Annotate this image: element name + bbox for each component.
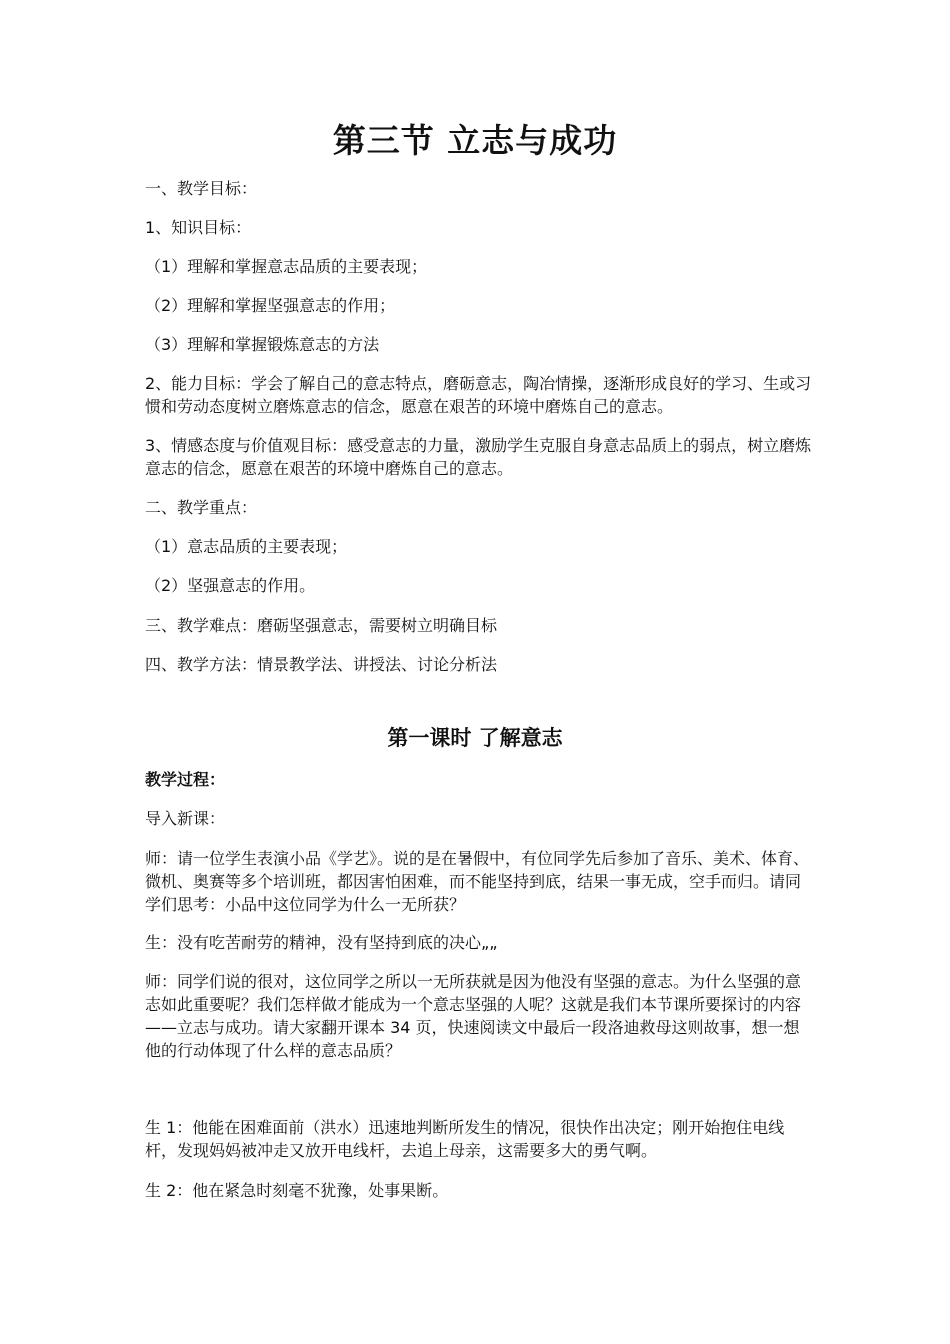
teacher-paragraph-1: 师：请一位学生表演小品《学艺》。说的是在暑假中，有位同学先后参加了音乐、美术、体育、微机、奥赛等多个培训班，都因害怕困难，而不能坚持到底，结果一事无成，空手而归。请同学们思考：小品中这位同学为什么一无所获？ xyxy=(145,849,810,914)
document-title: 第三节 立志与成功 xyxy=(332,121,618,160)
knowledge-goal-item-3: （3）理解和掌握锻炼意志的方法 xyxy=(145,335,380,354)
knowledge-goal-item-2: （2）理解和掌握坚强意志的作用； xyxy=(145,296,396,315)
knowledge-goal-item-1: （1）理解和掌握意志品质的主要表现； xyxy=(145,257,428,276)
key-point-item-2: （2）坚强意志的作用。 xyxy=(145,576,316,595)
method-paragraph: 四、教学方法：情景教学法、讲授法、讨论分析法 xyxy=(145,655,498,674)
goals-heading: 一、教学目标： xyxy=(145,179,258,198)
process-heading: 教学过程： xyxy=(145,770,226,789)
key-points-heading: 二、教学重点： xyxy=(145,498,258,517)
student-answer: 生：没有吃苦耐劳的精神，没有坚持到底的决心„„ xyxy=(145,933,498,952)
teacher-paragraph-2: 师：同学们说的很对，这位同学之所以一无所获就是因为他没有坚强的意志。为什么坚强的意志如此重要呢？我们怎样做才能成为一个意志坚强的人呢？这就是我们本节课所要探讨的内容——立志与成功。请大家翻开课本 34 页，快速阅读文中最后一段洛迪救母这则故事，想一想他的行动体现了什么样的意志品质？ xyxy=(145,972,802,1060)
difficulty-paragraph: 三、教学难点：磨砺坚强意志，需要树立明确目标 xyxy=(145,616,498,635)
knowledge-goal-heading: 1、知识目标： xyxy=(145,218,252,237)
intro-heading: 导入新课： xyxy=(145,809,226,828)
key-point-item-1: （1）意志品质的主要表现； xyxy=(145,537,348,556)
emotion-goal-paragraph: 3、情感态度与价值观目标：感受意志的力量，激励学生克服自身意志品质上的弱点，树立磨炼意志的信念，愿意在艰苦的环境中磨炼自己的意志。 xyxy=(145,436,812,478)
ability-goal-paragraph: 2、能力目标：学会了解自己的意志特点，磨砺意志，陶冶情操，逐渐形成良好的学习、生或习惯和劳动态度树立磨炼意志的信念，愿意在艰苦的环境中磨炼自己的意志。 xyxy=(145,374,812,416)
lesson-subtitle: 第一课时 了解意志 xyxy=(387,726,563,750)
student-1-answer: 生 1：他能在困难面前（洪水）迅速地判断所发生的情况，很快作出决定；刚开始抱住电线杆，发现妈妈被冲走又放开电线杆，去追上母亲，这需要多大的勇气啊。 xyxy=(145,1118,785,1160)
student-2-answer: 生 2：他在紧急时刻毫不犹豫，处事果断。 xyxy=(145,1181,449,1200)
